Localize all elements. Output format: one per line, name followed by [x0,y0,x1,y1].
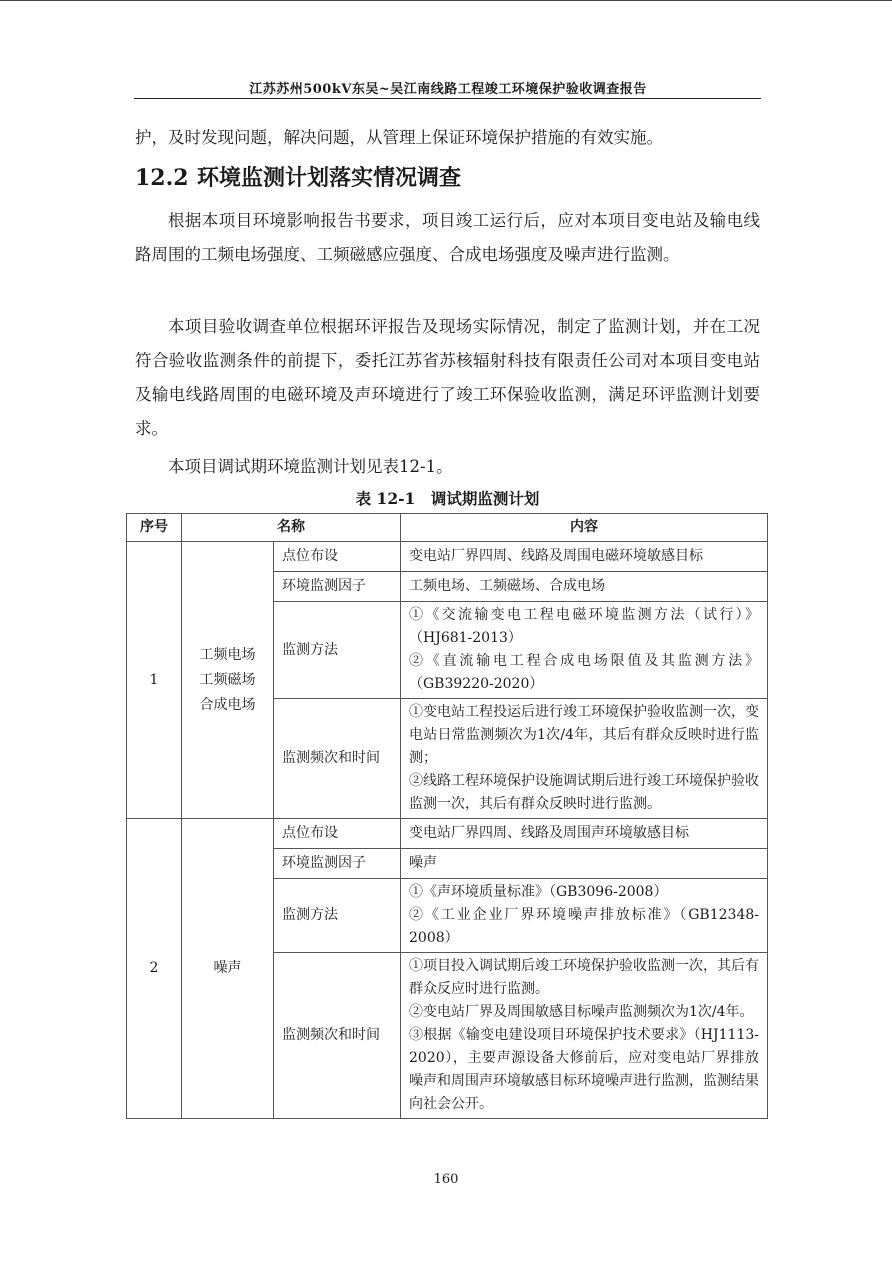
table-header-row [127,514,768,542]
group1-name [182,542,274,819]
group1-name-line: 工频磁场 [199,671,256,688]
row-label: 监测频次和时间 [274,953,401,1119]
header-no: 序号 [127,514,182,542]
header-content: 内容 [401,514,768,542]
row-content: 噪声 [401,849,768,879]
table-row [127,542,768,572]
group2-name: 噪声 [182,819,274,1119]
content-item: ①变电站工程投运后进行竣工环境保护验收监测一次，变电站日常监测频次为1次/4年，其后有群众反映时进行监测； [409,704,759,766]
page-number: 160 [433,1172,459,1187]
row-content [401,699,768,819]
row-content: 变电站厂界四周、线路及周围电磁环境敏感目标 [401,542,768,572]
table-caption: 表 12-1 调试期监测计划 [355,489,540,508]
monitoring-plan-table [126,513,768,1119]
row-content [401,879,768,953]
row-label: 环境监测因子 [274,849,401,879]
paragraph-continued: 护，及时发现问题，解决问题，从管理上保证环境保护措施的有效实施。 [135,128,663,147]
running-header: 江苏苏州500kV东吴~吴江南线路工程竣工环境保护验收调查报告 [249,82,647,97]
row-content: 变电站厂界四周、线路及周围声环境敏感目标 [401,819,768,849]
group1-name-line: 合成电场 [199,696,256,713]
group1-no: 1 [127,542,182,819]
group2-no: 2 [127,819,182,1119]
content-item: ③根据《输变电建设项目环境保护技术要求》（HJ1113-2020），主要声源设备大修前后，应对变电站厂界排放噪声和周围声环境敏感目标环境噪声进行监测，监测结果向社会公开。 [409,1027,759,1112]
content-item: ②《直流输电工程合成电场限值及其监测方法》（GB39220-2020） [409,653,759,692]
row-label: 监测方法 [274,602,401,699]
paragraph-3: 本项目调试期环境监测计划见表12-1。 [168,457,453,476]
table-row [127,819,768,849]
row-label: 环境监测因子 [274,572,401,602]
content-item: ①《交流输变电工程电磁环境监测方法（试行）》（HJ681-2013） [409,607,759,646]
row-label: 监测频次和时间 [274,699,401,819]
section-number: 12.2 [135,165,189,191]
content-item: ②线路工程环境保护设施调试期后进行竣工环境保护验收监测一次，其后有群众反映时进行监测。 [409,773,759,812]
section-heading [135,160,461,196]
row-content: 工频电场、工频磁场、合成电场 [401,572,768,602]
paragraph-1: 根据本项目环境影响报告书要求，项目竣工运行后，应对本项目变电站及输电线路周围的工频电场强度、工频磁感应强度、合成电场强度及噪声进行监测。 [135,211,760,264]
row-label: 点位布设 [274,542,401,572]
row-content [401,953,768,1119]
section-title: 环境监测计划落实情况调查 [197,165,462,191]
content-item: ②变电站厂界及周围敏感目标噪声监测频次为1次/4年。 [409,1004,754,1020]
content-item: ①项目投入调试期后竣工环境保护验收监测一次，其后有群众反应时进行监测。 [409,958,759,997]
content-item: ①《声环境质量标准》（GB3096-2008） [409,884,668,900]
row-content [401,602,768,699]
content-item: ②《工业企业厂界环境噪声排放标准》（GB12348-2008） [409,907,759,946]
row-label: 监测方法 [274,879,401,953]
paragraph-2: 本项目验收调查单位根据环评报告及现场实际情况，制定了监测计划，并在工况符合验收监测条件的前提下，委托江苏省苏核辐射科技有限责任公司对本项目变电站及输电线路周围的电磁环境及声环境进行了竣工环保验收监测，满足环评监测计划要求。 [135,317,760,438]
header-rule [134,98,761,99]
group1-name-line: 工频电场 [199,646,256,663]
header-name: 名称 [182,514,401,542]
row-label: 点位布设 [274,819,401,849]
page-top-border [0,0,892,1]
